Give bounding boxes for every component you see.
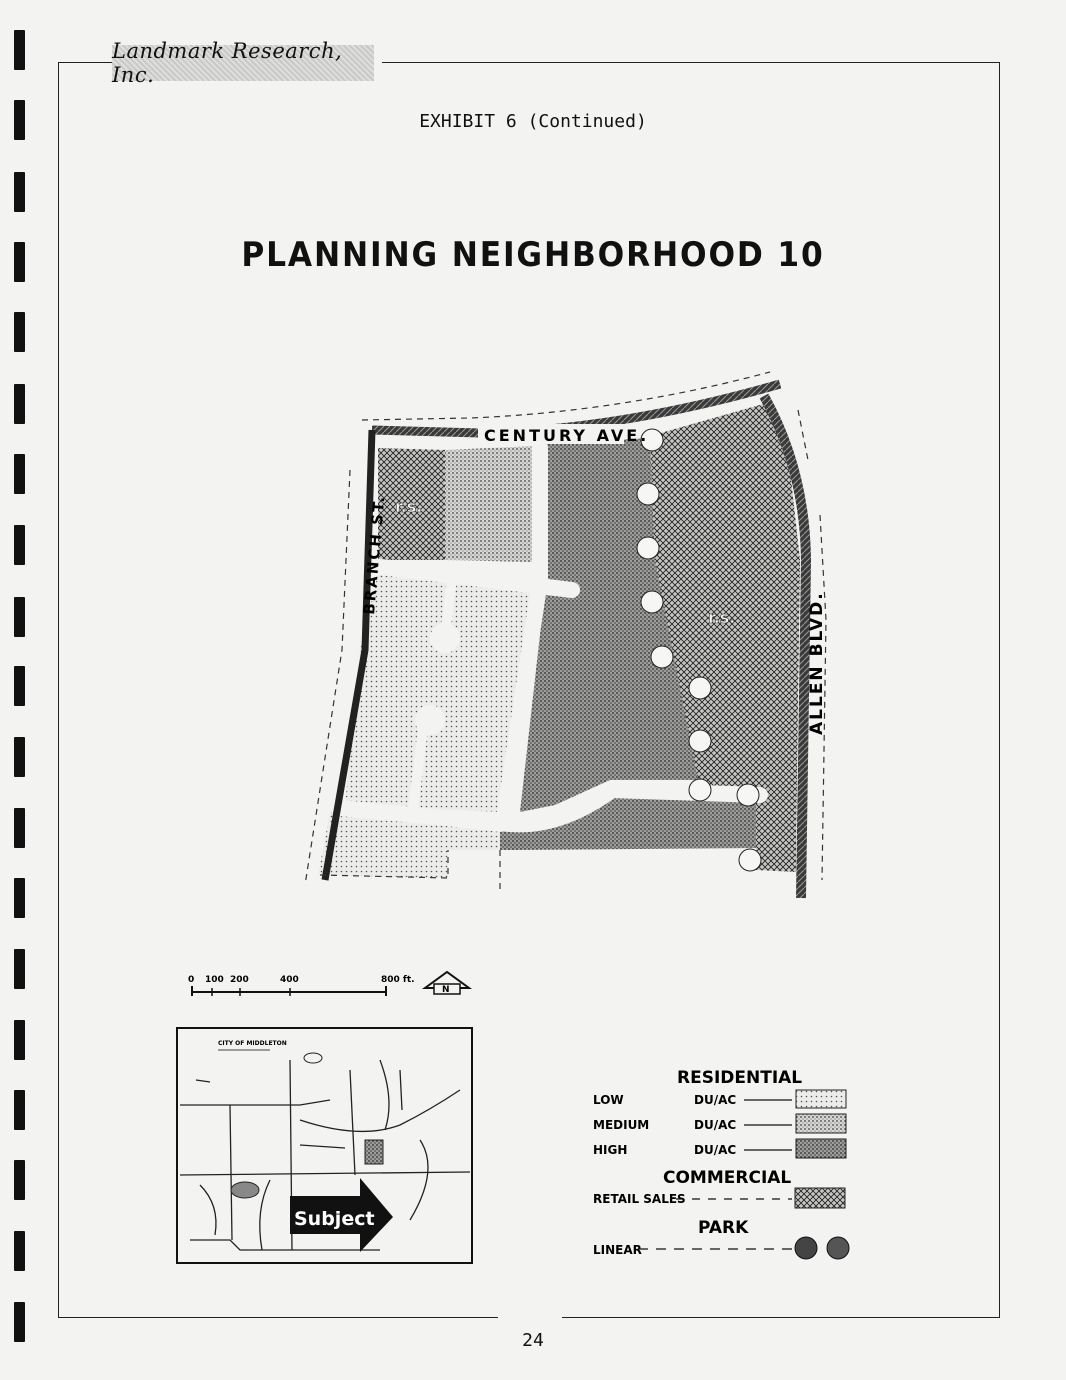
locator-map xyxy=(177,1028,472,1263)
scale-bar xyxy=(188,975,415,996)
svg-text:LOW: LOW xyxy=(593,1093,624,1107)
north-arrow xyxy=(425,972,469,995)
svg-text:100: 100 xyxy=(205,975,224,985)
legend-park-heading: PARK xyxy=(698,1218,749,1238)
legend-swatch-low xyxy=(796,1090,846,1108)
svg-text:RETAIL SALES: RETAIL SALES xyxy=(593,1192,686,1206)
area-label-retail: r.s. xyxy=(708,608,736,627)
cul-de-sac xyxy=(430,623,460,653)
legend-swatch-medium xyxy=(796,1114,846,1133)
svg-text:CITY OF MIDDLETON: CITY OF MIDDLETON xyxy=(218,1040,287,1047)
area-label-retail: r.s. xyxy=(395,497,423,516)
street-label-century-ave: CENTURY AVE. xyxy=(484,426,650,445)
exhibit-label: EXHIBIT 6 (Continued) xyxy=(419,111,647,132)
legend-commercial-heading: COMMERCIAL xyxy=(663,1168,792,1188)
svg-text:0: 0 xyxy=(188,975,195,985)
svg-text:N: N xyxy=(442,985,450,995)
legend-residential-heading: RESIDENTIAL xyxy=(677,1068,803,1088)
map-title: PLANNING NEIGHBORHOOD 10 xyxy=(241,235,825,275)
svg-text:LINEAR: LINEAR xyxy=(593,1243,642,1257)
legend-swatch-park xyxy=(795,1237,817,1259)
svg-text:HIGH: HIGH xyxy=(593,1143,628,1157)
svg-text:MEDIUM: MEDIUM xyxy=(593,1118,650,1132)
medium-density-area-north xyxy=(445,446,535,562)
svg-text:200: 200 xyxy=(230,975,249,985)
legend-swatch-commercial xyxy=(795,1188,845,1208)
street-label-allen-blvd: ALLEN BLVD. xyxy=(807,591,827,735)
commercial-area-southeast xyxy=(756,800,796,872)
svg-text:DU/AC: DU/AC xyxy=(694,1093,737,1107)
page-number: 24 xyxy=(522,1330,544,1351)
legend xyxy=(593,1068,849,1259)
legend-swatch-park xyxy=(827,1237,849,1259)
cul-de-sac xyxy=(415,705,445,735)
svg-text:DU/AC: DU/AC xyxy=(694,1118,737,1132)
svg-text:400: 400 xyxy=(280,975,299,985)
legend-swatch-high xyxy=(796,1139,846,1158)
subject-label: Subject xyxy=(294,1208,375,1230)
company-logo: Landmark Research, Inc. xyxy=(112,45,374,81)
svg-text:DU/AC: DU/AC xyxy=(694,1143,737,1157)
street-label-branch-st: BRANCH ST. xyxy=(360,493,389,616)
svg-text:800 ft.: 800 ft. xyxy=(381,975,415,985)
